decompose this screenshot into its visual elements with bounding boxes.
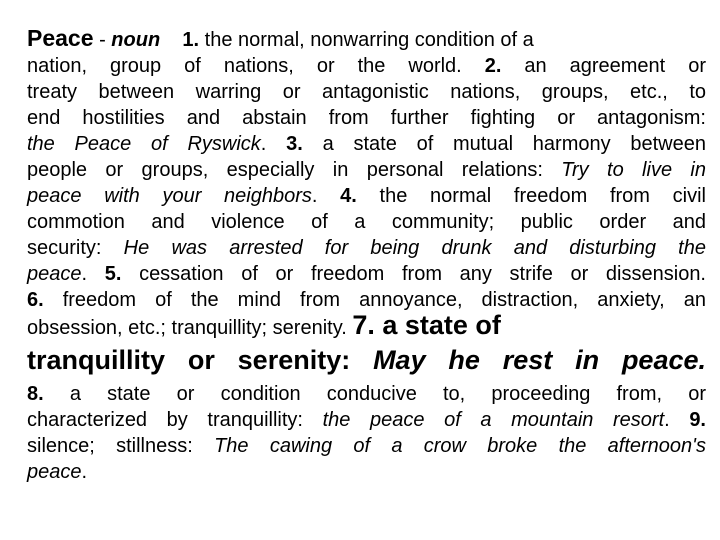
line-13 [27, 344, 706, 376]
line-8: commotion and violence of a community; public order and [27, 211, 706, 233]
sense-9-example-part1: The cawing of a crow broke the afternoon's [214, 435, 706, 457]
sense-9-example-part2: peace [27, 461, 82, 483]
sense-3-number: 3. [286, 133, 303, 155]
line-12: obsession, etc.; tranquillity; serenity. 7. a state of [27, 310, 501, 340]
sense-4-example-part1: He was arrested for being drunk and disturbing the [123, 237, 706, 259]
sense-5-text: cessation of or freedom from any strife or dissension. [139, 263, 706, 285]
sense-4-number: 4. [340, 185, 357, 207]
headword-separator: - [93, 29, 112, 51]
sense-3-example-part2: peace with your neighbors [27, 185, 312, 207]
line-1 [27, 25, 706, 53]
line-2: nation, group of nations, or the world. 2. an agreement or [27, 55, 706, 77]
line-16: silence; stillness: The cawing of a crow broke the afternoon's [27, 435, 706, 457]
part-of-speech: noun [111, 29, 161, 51]
sense-8-example: the peace of a mountain resort [322, 409, 665, 431]
line-10: peace. 5. cessation of or freedom from any strife or dissension. [27, 263, 706, 285]
sense-2-example: the Peace of Ryswick [27, 133, 261, 155]
line-5: the Peace of Ryswick. 3. a state of mutual harmony between [27, 133, 706, 155]
line-6: people or groups, especially in personal relations: Try to live in [27, 159, 706, 181]
sense-7-number: 7. [352, 310, 375, 340]
sense-7-example: May he rest in peace. [373, 345, 706, 375]
line-7: peace with your neighbors. 4. the normal freedom from civil [27, 185, 706, 207]
sense-9-number: 9. [689, 409, 706, 431]
sense-7-text-part1: a state of [374, 310, 501, 340]
line-3: treaty between warring or antagonistic nations, groups, etc., to [27, 81, 706, 103]
line-4: end hostilities and abstain from further fighting or antagonism: [27, 107, 706, 129]
sense-1-text: the normal, nonwarring condition of a [204, 29, 534, 51]
line-11: 6. freedom of the mind from annoyance, distraction, anxiety, an [27, 289, 706, 311]
line-17: peace. [27, 461, 88, 483]
sense-6-number: 6. [27, 289, 44, 311]
line-9: security: He was arrested for being drunk and disturbing the [27, 237, 706, 259]
sense-1-number: 1. [182, 29, 200, 51]
sense-7-text-part2: tranquillity or serenity: [27, 345, 351, 375]
line-15: characterized by tranquillity: the peace of a mountain resort. 9. [27, 409, 706, 431]
headword: Peace [27, 25, 94, 51]
line-14: 8. a state or condition conducive to, proceeding from, or [27, 383, 706, 405]
sense-5-number: 5. [104, 263, 122, 285]
sense-4-example-part2: peace [27, 263, 82, 285]
sense-2-number: 2. [484, 55, 502, 77]
sense-8-number: 8. [27, 383, 44, 405]
sense-3-example-part1: Try to live in [561, 159, 706, 181]
